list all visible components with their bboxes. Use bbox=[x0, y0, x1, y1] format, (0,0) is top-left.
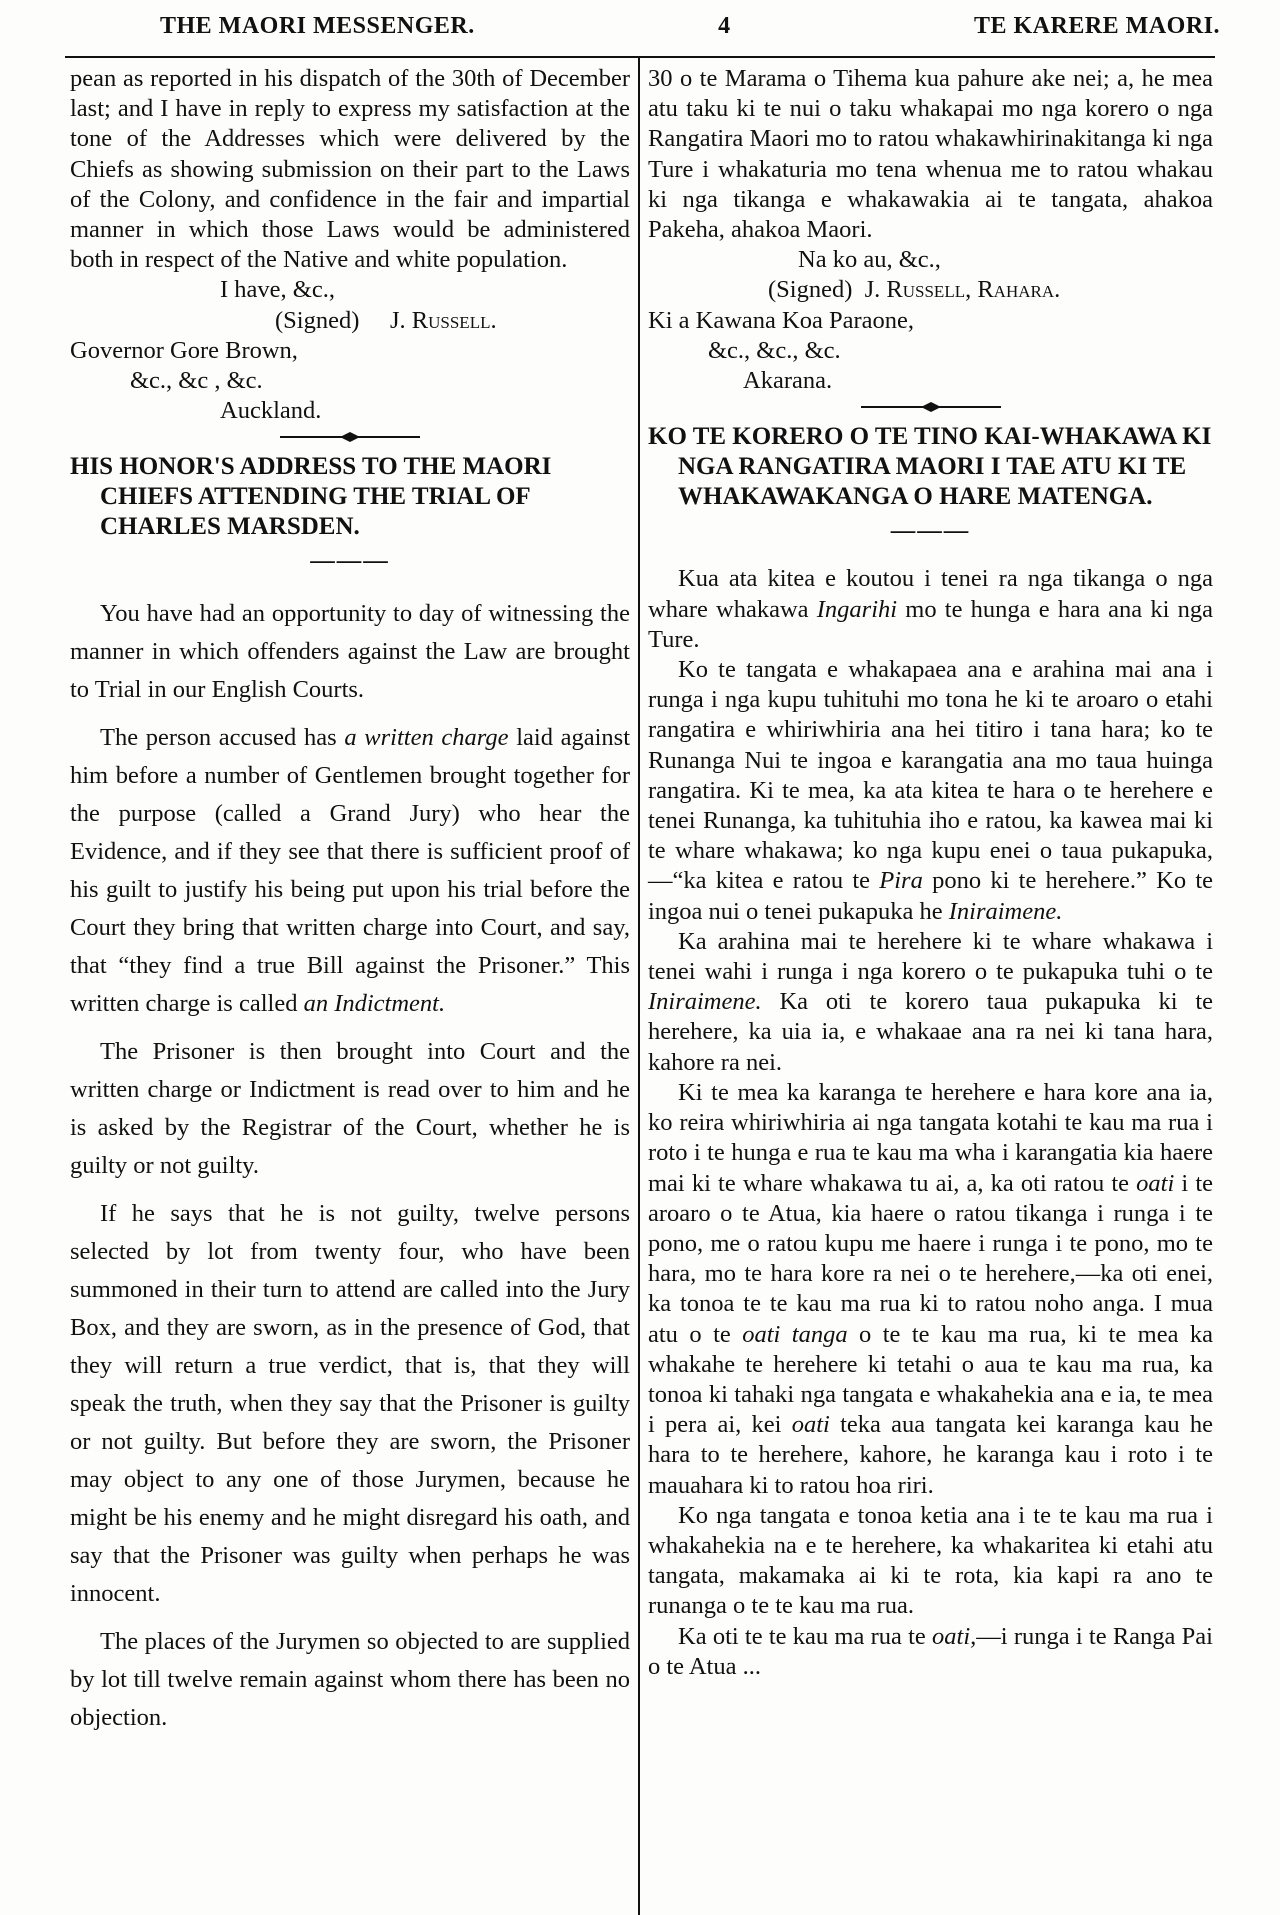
signed-label: (Signed) bbox=[768, 276, 853, 304]
addressee-place: Akarana. bbox=[743, 367, 833, 395]
maori-column bbox=[648, 64, 1213, 1682]
letter-body: pean as reported in his dispatch of the 30th of December last; and I have in reply to express my satisfaction at the tone of the Addresses which were delivered by the Chiefs as showing submission on their part to the Laws of the Colony, and confidence in the fair and impartial manner in which those Laws would be administered both in respect of the Native and white population. bbox=[70, 65, 630, 274]
signed-label: (Signed) bbox=[275, 306, 360, 334]
paragraph: Ka arahina mai te herehere ki te whare whakawa i tenei wahi i runga i nga korero o te pukapuka tuhi o te Iniraimene. Ka oti te korero taua pukapuka ki te herehere, ka uia ia, e whakaae ana ra nei ki tana hara, kahore ra nei. bbox=[648, 927, 1214, 1076]
addressee: Governor Gore Brown, bbox=[70, 336, 298, 364]
paragraph: Ko te tangata e whakapaea ana e arahina mai ana i runga i nga kupu tuhituhi mo tona he ki te aroaro o etahi rangatira e whiriwhiria ana hei titiro i tana hara; ko te Runanga Nui te ingoa e karangatia ana mo taua huinga rangatira. Ki te mea, ka ata kitea te hara o te herehere e tenei Runanga, ka tuhituhia iho e ratou, ka kawea mai ki te whare whakawa; ko nga kupu enei o taua pukapuka,—“ka kitea e ratou te Pira pono ki te herehere.” Ko te ingoa nui o tenei pukapuka he Iniraimene. bbox=[648, 656, 1213, 925]
addressee-etc: &c., &c , &c. bbox=[130, 367, 263, 395]
address-body bbox=[648, 564, 1213, 1682]
letter-closing: I have, &c., bbox=[220, 276, 335, 304]
address-body bbox=[70, 595, 630, 1737]
addressee: Ki a Kawana Koa Paraone, bbox=[648, 306, 914, 334]
signer-name: J. Russell. bbox=[390, 306, 497, 334]
addressee-place: Auckland. bbox=[220, 397, 322, 425]
paragraph: Ka oti te te kau ma rua te oati,—i runga i te Ranga Pai o te Atua ... bbox=[648, 1622, 1213, 1680]
address-heading: HIS HONOR'S ADDRESS TO THE MAORI CHIEFS ATTENDING THE TRIAL OF CHARLES MARSDEN. bbox=[70, 453, 552, 541]
signature-line bbox=[275, 306, 630, 336]
left-masthead: THE MAORI MESSENGER. bbox=[160, 12, 475, 39]
page-header bbox=[160, 6, 1220, 46]
address-heading: KO TE KORERO O TE TINO KAI-WHAKAWA KI NGA RANGATIRA MAORI I TAE ATU KI TE WHAKAWAKANGA O HARE MATENGA. bbox=[648, 423, 1212, 511]
paragraph: Ki te mea ka karanga te herehere e hara kore ana ia, ko reira whiriwhiria ai nga tangata kotahi te kau ma rua i roto i te hunga e rua te kau ma wha i karangatia kia haere mai ki te whare whakawa tu ai, a, ka oti ratou te oati i te aroaro o te Atua, kia haere o ratou tikanga i runga i te pono, me o ratou kupu me haere i runga i te pono, mo te hara, mo te hara kore ra nei o te herehere,—ka oti enei, ka tonoa te te kau ma rua ki to ratou noho anga. I mua atu o te oati tanga o te te kau ma rua, ki te mea ka whakahe te herehere ki tetahi o aua te kau ma rua, ka tonoa ki tahaki nga tangata e whakahekia ana e ia, te mea i pera ai, kei oati teka aua tangata kei karanga kau he hara to te herehere, kahore, he karanga kau i roto i te mauahara ki to ratou hoa riri. bbox=[648, 1078, 1214, 1499]
right-masthead: TE KARERE MAORI. bbox=[973, 12, 1220, 39]
paragraph: The Prisoner is then brought into Court and the written charge or Indictment is read over to him and he is asked by the Registrar of the Court, whether he is guilty or not guilty. bbox=[70, 1037, 630, 1179]
paragraph: Ko nga tangata e tonoa ketia ana i te te kau ma rua i whakahekia na e te herehere, ka whakaritea ki etahi atu tangata, makamaka ai ki te rota, kia kapi ra ano te runanga o te te kau ma rua. bbox=[648, 1501, 1213, 1620]
paragraph: Kua ata kitea e koutou i tenei ra nga tikanga o nga whare whakawa Ingarihi mo te hunga e hara ana ki nga Ture. bbox=[648, 565, 1214, 653]
header-rule bbox=[65, 56, 1215, 58]
letter-body: 30 o te Marama o Tihema kua pahure ake nei; a, he mea atu taku ki te nui o taku whakapai mo nga korero o nga Rangatira Maori mo to ratou whakawhirinakitanga ki nga Ture i whakaturia mo tena whenua me to ratou whakau ki nga tikanga e whakawakia ai te tangata, ahakoa Pakeha, ahakoa Maori. bbox=[648, 65, 1213, 244]
heading-separator: ——— bbox=[310, 547, 390, 575]
signature-line bbox=[768, 275, 1213, 305]
separator-ornament bbox=[861, 402, 1001, 412]
column-divider bbox=[638, 58, 640, 1915]
english-column bbox=[70, 64, 630, 1747]
paragraph: The person accused has a written charge laid against him before a number of Gentlemen brought together for the purpose (called a Grand Jury) who hear the Evidence, and if they see that there is sufficient proof of his guilt to justify his being put upon his trial before the Court they bring that written charge into Court, and say, that “they find a true Bill against the Prisoner.” This written charge is called an Indictment. bbox=[70, 723, 631, 1017]
page-number: 4 bbox=[718, 12, 731, 39]
signer-name: J. Russell, Rahara. bbox=[864, 276, 1061, 304]
addressee-etc: &c., &c., &c. bbox=[708, 336, 841, 364]
separator-ornament bbox=[280, 432, 420, 442]
paragraph: If he says that he is not guilty, twelve persons selected by lot from twenty four, who have been summoned in their turn to attend are called into the Jury Box, and they are sworn, as in the presence of God, that they will return a true verdict, that is, that they will speak the truth, when they say that the Prisoner is guilty or not guilty. But before they are sworn, the Prisoner may object to any one of those Jurymen, because he might be his enemy and he might disregard his oath, and say that the Prisoner was guilty when perhaps he was innocent. bbox=[70, 1199, 630, 1607]
paragraph: You have had an opportunity to day of witnessing the manner in which offenders against the Law are brought to Trial in our English Courts. bbox=[70, 599, 630, 703]
letter-closing: Na ko au, &c., bbox=[798, 246, 941, 274]
heading-separator: ——— bbox=[890, 517, 971, 545]
paragraph: The places of the Jurymen so objected to are supplied by lot till twelve remain against whom there has been no objection. bbox=[70, 1627, 630, 1731]
